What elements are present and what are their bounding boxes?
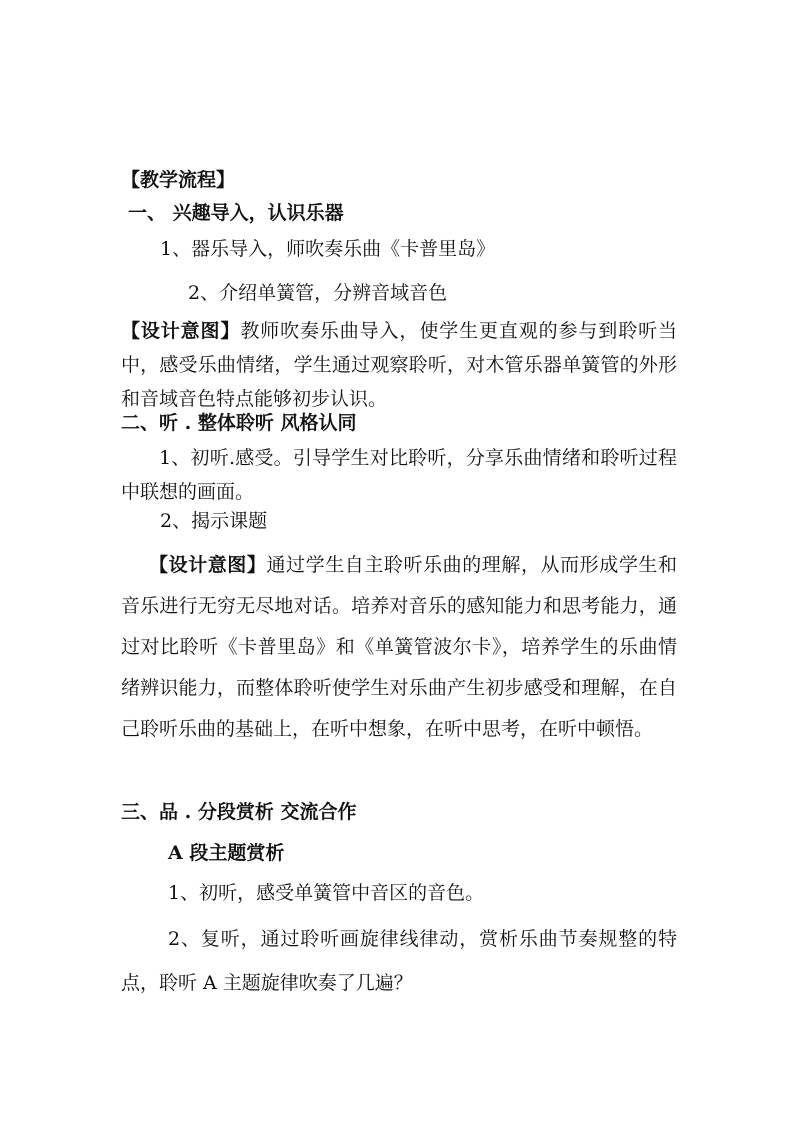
section-title: 【教学流程】 [121, 169, 236, 191]
part1-design-intent [121, 314, 677, 416]
part1-item-2: 2、介绍单簧管，分辨音域音色 [188, 282, 448, 304]
part3-heading: 三、品 . 分段赏析 交流合作 [121, 801, 357, 823]
part3-subheading: A 段主题赏析 [168, 842, 285, 864]
part1-item-1: 1、器乐导入，师吹奏乐曲《卡普里岛》 [160, 238, 496, 260]
part2-item-1: 1、初听.感受。引导学生对比聆听，分享乐曲情绪和聆听过程中联想的画面。 [121, 447, 677, 503]
part2-heading: 二、听 . 整体聆听 风格认同 [121, 412, 357, 434]
design-intent-label: 【设计意图】 [121, 320, 241, 342]
design-intent-text: 教师吹奏乐曲导入，使学生更直观的参与到聆听当中，感受乐曲情绪，学生通过观察聆听，对木管乐器单簧管的外形和音域音色特点能够初步认识。 [121, 320, 677, 410]
design-intent-label: 【设计意图】 [149, 554, 267, 576]
design-intent-text: 通过学生自主聆听乐曲的理解，从而形成学生和音乐进行无穷无尽地对话。培养对音乐的感知能力和思考能力，通过对比聆听《卡普里岛》和《单簧管波尔卡》，培养学生的乐曲情绪辨识能力，而整体聆听使学生对乐曲产生初步感受和理解，在自己聆听乐曲的基础上，在听中想象，在听中思考，在听中顿悟。 [121, 554, 677, 740]
part2-design-intent [121, 545, 677, 750]
part1-heading: 一、 兴趣导入，认识乐器 [128, 202, 344, 224]
part3-item-2: 2、复听，通过聆听画旋律线律动，赏析乐曲节奏规整的特点，聆听 A 主题旋律吹奏了几遍？ [121, 928, 677, 994]
part2-item-2: 2、揭示课题 [160, 510, 268, 532]
part3-item-1: 1、初听，感受单簧管中音区的音色。 [168, 882, 485, 904]
